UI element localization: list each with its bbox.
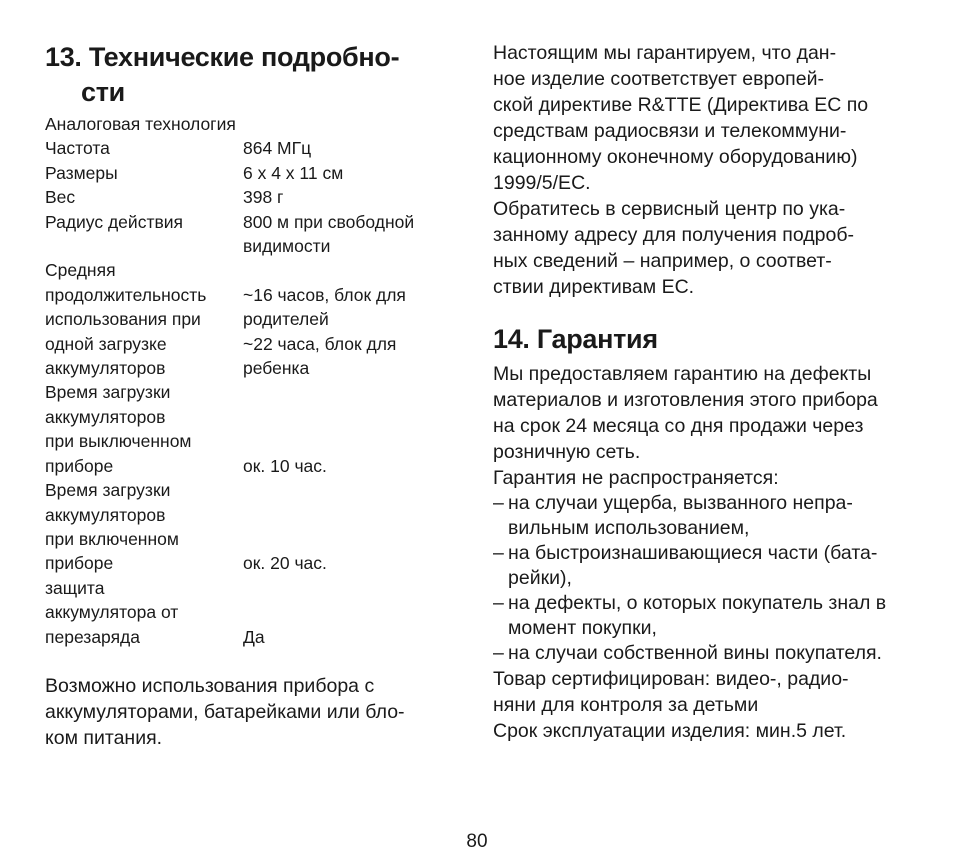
spec-label-line: перезаряда [45,626,141,647]
spec-label-line: при включенном [45,528,179,549]
spec-value-line [243,503,465,527]
spec-label-line: Время загрузки [45,480,171,501]
dash-bullet: – [493,542,504,564]
dash-bullet: – [493,592,504,614]
spec-value [243,136,465,160]
exclusion-item [493,491,923,541]
spec-label [45,185,243,209]
warranty-outro-line: няни для контроля за детьми [493,694,759,716]
dash-bullet: – [493,492,504,514]
warranty-intro-line: на срок 24 месяца со дня продажи через [493,415,864,437]
power-note [45,673,465,751]
spec-value-line: Да [243,626,265,647]
spec-row [45,576,465,649]
compliance-line: ных сведений – например, о соответ- [493,250,832,272]
exclusion-text [508,491,923,541]
spec-label-line: Средняя [45,260,116,281]
spec-label-line: продолжительность [45,284,207,305]
spec-row [45,136,465,160]
spec-label-line: Частота [45,138,110,159]
spec-value-line [243,258,465,282]
spec-label-line: приборе [45,455,114,476]
warranty-intro-line: розничную сеть. [493,441,641,463]
compliance-line: ствии директивам ЕС. [493,276,695,298]
spec-value-line: 800 м при свободной [243,211,415,232]
spec-value-line [243,600,465,624]
section-13-title-line-1: 13. Технические подробно- [45,42,400,72]
exclusion-item [493,541,923,591]
spec-value-line: ребенка [243,358,310,379]
spec-row [45,185,465,209]
compliance-line: 1999/5/ЕС. [493,172,591,194]
spec-label [45,478,243,576]
spec-row [45,258,465,380]
warranty-intro-line: материалов и изготовления этого прибора [493,389,878,411]
spec-label-line: одной загрузке [45,333,167,354]
spec-label-line: аккумуляторов [45,504,166,525]
compliance-line: ное изделие соответствует европей- [493,68,824,90]
exclusion-line: на случаи собственной вины покупателя. [508,642,882,664]
spec-value [243,576,465,649]
spec-value-line [243,576,465,600]
spec-value-line [243,478,465,502]
spec-value-line [243,405,465,429]
spec-value [243,185,465,209]
spec-value [243,210,465,259]
note-line: ком питания. [45,726,163,749]
spec-label-line: аккумуляторов [45,358,166,379]
spec-label-line: приборе [45,553,114,574]
compliance-line: Настоящим мы гарантируем, что дан- [493,42,837,64]
exclusion-text [508,541,923,591]
exclusion-line: момент покупки, [508,617,657,639]
compliance-line: кационному оконечному оборудованию) [493,146,858,168]
warranty-outro-line: Срок эксплуатации изделия: мин.5 лет. [493,720,847,742]
spec-value [243,380,465,478]
spec-value-line: ~22 часа, блок для [243,333,397,354]
spec-value-line [243,527,465,551]
warranty-intro [493,361,923,491]
exclusion-line: на быстроизнашивающиеся части (бата- [508,542,878,564]
compliance-line: занному адресу для получения подроб- [493,224,854,246]
spec-table [45,136,465,649]
spec-label-line: аккумулятора от [45,602,179,623]
spec-value-line: родителей [243,309,329,330]
spec-label [45,258,243,380]
spec-value-line: видимости [243,236,331,257]
spec-value-line: 864 МГц [243,138,312,159]
exclusion-item [493,641,923,666]
spec-caption: Аналоговая технология [45,114,236,134]
spec-row [45,210,465,259]
spec-label-line: Размеры [45,162,118,183]
spec-value [243,478,465,576]
spec-value [243,258,465,380]
spec-label-line: при выключенном [45,431,192,452]
section-13-title [45,40,465,110]
page-number: 80 [466,831,488,852]
exclusion-line: рейки), [508,567,572,589]
spec-label-line: Время загрузки [45,382,171,403]
spec-value [243,161,465,185]
exclusion-line: вильным использованием, [508,517,750,539]
spec-value-line: ~16 часов, блок для [243,284,406,305]
spec-row [45,161,465,185]
spec-value-line: ок. 20 час. [243,553,327,574]
spec-label-line: Вес [45,187,76,208]
spec-label-line: использования при [45,309,201,330]
spec-label [45,136,243,160]
left-column [45,40,465,751]
warranty-outro-line: Товар сертифицирован: видео-, радио- [493,668,849,690]
spec-value-line [243,380,465,404]
compliance-line: Обратитесь в сервисный центр по ука- [493,198,846,220]
right-column [493,40,923,744]
exclusion-text [508,591,923,641]
note-line: Возможно использования прибора с [45,674,375,697]
compliance-line: средствам радиосвязи и телекоммуни- [493,120,847,142]
spec-value-line [243,429,465,453]
spec-label [45,576,243,649]
section-13-title-line-2: сти [81,77,125,107]
warranty-intro-line: Гарантия не распространяется: [493,467,779,489]
spec-label-line: защита [45,577,105,598]
spec-value-line: ок. 10 час. [243,455,327,476]
exclusion-item [493,591,923,641]
exclusion-text [508,641,923,666]
warranty-outro [493,666,923,744]
section-14-title: 14. Гарантия [493,324,658,354]
warranty-exclusions-list [493,491,923,666]
spec-label [45,380,243,478]
spec-label-line: аккумуляторов [45,406,166,427]
warranty-intro-line: Мы предоставляем гарантию на дефекты [493,363,872,385]
spec-label [45,210,243,259]
exclusion-line: на дефекты, о которых покупатель знал в [508,592,887,614]
spec-value-line: 398 г [243,187,284,208]
spec-value-line: 6 x 4 x 11 см [243,162,344,183]
spec-row [45,478,465,576]
compliance-line: ской директиве R&TTE (Директива ЕС по [493,94,869,116]
note-line: аккумуляторами, батарейками или бло- [45,700,405,723]
compliance-paragraph [493,40,923,300]
spec-label-line: Радиус действия [45,211,184,232]
exclusion-line: на случаи ущерба, вызванного непра- [508,492,853,514]
spec-row [45,380,465,478]
dash-bullet: – [493,642,504,664]
spec-label [45,161,243,185]
